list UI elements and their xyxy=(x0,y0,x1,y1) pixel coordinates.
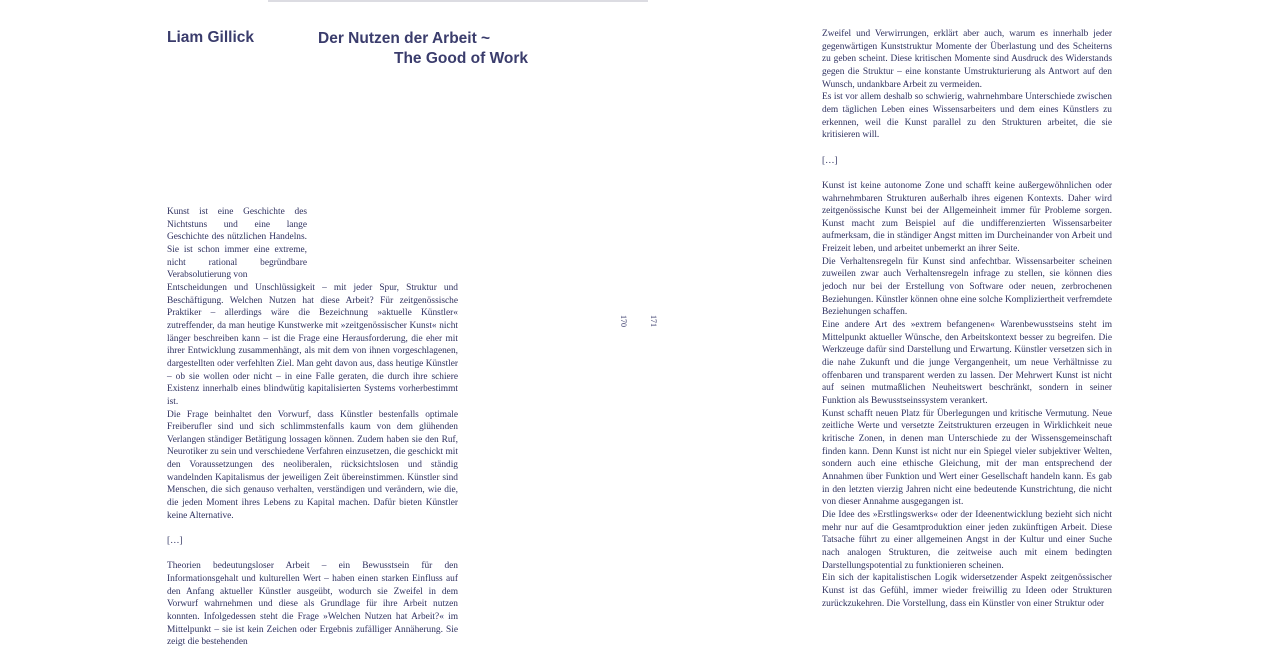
paragraph: Theorien bedeutungsloser Arbeit – ein Bewusstsein für den Informationsgehalt und kulturellen Wert – haben einen starken Einfluss auf den Anfang aktueller Künstler ausgeübt, wodurch sie Zweifel in dem Vorwurf wahrnehmen und diese als Grundlage für ihre Arbeit nutzen konnten. Infolgedessen steht die Frage »Welchen Nutzen hat Arbeit?« im Mittelpunkt – sie ist kein Zeichen oder Ergebnis zufälliger Annäherung. Sie zeigt die bestehenden xyxy=(167,561,458,648)
paragraph: Es ist vor allem deshalb so schwierig, wahrnehmbare Unterschiede zwischen dem täglichen Leben eines Wissensarbeiters und dem eines Künstlers zu erkennen, weil die Kunst parallel zu den Strukturen arbeitet, die sie kritisieren will. xyxy=(822,92,1112,141)
paragraph: Die Frage beinhaltet den Vorwurf, dass Künstler bestenfalls optimale Freiberufler sind und sich schlimmstenfalls kaum von dem glühenden Verlangen ständiger Betätigung lossagen können. Zudem haben sie den Ruf, Neurotiker zu sein und verschiedene Verfahren einzusetzen, die geschickt mit den Voraussetzungen des neoliberalen, rücksichtslosen und ständig wandelnden Kapitalismus der jeweiligen Zeit übereinstimmen. Künstler sind Menschen, die sich genauso verhalten, verständigen und verändern, wie die, die jeden Moment ihres Lebens zu Kapital machen. Dafür bieten Künstler keine Alternative. xyxy=(167,409,458,521)
paragraph: Kunst schafft neuen Platz für Überlegungen und kritische Vermutung. Neue zeitliche Werte und versetzte Zeitstrukturen erzeugen in Wirklichkeit neue kritische Zonen, in denen man Unterschiede zu der Wissensgemeinschaft finden kann. Denn Kunst ist nicht nur ein Spiegel vieler subjektiver Welten, sondern auch eine ethische Gleichung, mit der man entsprechend der Annahmen über Funktion und Wert einer Gesellschaft handeln kann. Es gab in den letzten vierzig Jahren nicht eine bedeutende Kunstrichtung, die nicht von dieser Annahme ausgegangen ist. xyxy=(822,408,1112,508)
paragraph: Zweifel und Verwirrungen, erklärt aber auch, warum es innerhalb jeder gegenwärtigen Kunststruktur Momente der Überlastung und des Scheiterns zu geben scheint. Diese kritischen Momente sind Ausdruck des Widerstands gegen die Struktur – eine konstante Umstrukturierung als Antwort auf den Wunsch, undankbare Arbeit zu vermeiden. xyxy=(822,29,1112,90)
page-number-left: 170 xyxy=(619,315,628,327)
paragraph: Entscheidungen und Unschlüssigkeit – mit jeder Spur, Struktur und Beschäftigung. Welchen Nutzen hat diese Arbeit? Für zeitgenössische Praktiker – allerdings wäre die Bezeichnung »aktuelle Künstler« zutreffender, da man heutige Kunstwerke mit »zeitgenössischer Kunst« nicht länger beschreiben kann – ist die Frage eine Herausforderung, die eher mit ihrer Entwicklung zusammenhängt, als mit dem von ihnen vorgeschlagenen, dargestellten oder verfehlten Ziel. Man geht davon aus, dass heutige Künstler – ob sie wollen oder nicht – in eine Falle geraten, die durch ihre schiere Existenz innerhalb eines blindwütig kapitalisierten Systems vorherbestimmt ist. xyxy=(167,282,458,407)
top-rule xyxy=(268,0,648,2)
ellipsis-marker: […] xyxy=(167,536,183,547)
page-title xyxy=(318,29,528,69)
paragraph: Eine andere Art des »extrem befangenen« Warenbewusstseins steht im Mittelpunkt aktueller Wünsche, den Arbeitskontext besser zu begreifen. Die Werkzeuge dafür sind Darstellung und Erwartung. Künstler versetzen sich in die nahe Zukunft und die junge Vergangenheit, um neue Verhältnisse zu offenbaren und transparent werden zu lassen. Der Mehrwert Kunst ist nicht auf seinen mutmaßlichen Neuheitswert beschränkt, sondern in seiner Funktion als Bewusstseinssystem verankert. xyxy=(822,320,1112,406)
paragraph: Die Verhaltensregeln für Kunst sind anfechtbar. Wissensarbeiter scheinen zuweilen zwar auch Verhaltensregeln infrage zu stellen, sie können dies jedoch nur bei der Erstellung von Software oder neuen, zerbrochenen Beziehungen. Künstler können ohne eine solche Kompliziertheit verfremdete Beziehungen schaffen. xyxy=(822,256,1113,318)
paragraph: Die Idee des »Erstlingswerks« oder der Ideenentwicklung bezieht sich nicht mehr nur auf die Gesamtproduktion einer jeden zukünftigen Arbeit. Diese Tatsache führt zu einer allgemeinen Angst in der Kultur und einer Suche nach analogen Strukturen, die zeitweise auch mit einem bedingten Darstellungspotential zu funktionieren scheinen. xyxy=(822,509,1112,571)
intro-paragraph: Kunst ist eine Geschichte des Nichtstuns und eine lange Geschichte des nützlichen Handelns. Sie ist schon immer eine extreme, nicht rational begründbare Verabsolutierung von xyxy=(167,207,307,281)
paragraph: Ein sich der kapitalistischen Logik widersetzender Aspekt zeitgenössischer Kunst ist das Gefühl, immer wieder freiwillig zu Ideen oder Strukturen zurückzukehren. Die Vorstellung, dass ein Künstler von einer Struktur oder xyxy=(822,573,1112,609)
page-number-right: 171 xyxy=(649,315,658,327)
ellipsis-marker: […] xyxy=(822,155,838,166)
title-line-english: The Good of Work xyxy=(394,50,529,67)
right-text-column xyxy=(822,28,1112,610)
author-name: Liam Gillick xyxy=(167,29,255,46)
paragraph: Kunst ist keine autonome Zone und schafft keine außergewöhnlichen oder wahrnehmbaren Strukturen außerhalb ihres eigenen Kontexts. Daher wird zeitgenössische Kunst bei der Allgemeinheit immer für Probleme sorgen. Kunst macht zum Beispiel auf die undifferenzierten Wissensarbeiter aufmerksam, die in ständiger Angst mitten im Durcheinander von Arbeit und Freizeit leben, und arbeitet unbemerkt an ihrer Seite. xyxy=(822,180,1112,255)
title-line-german: Der Nutzen der Arbeit ~ xyxy=(318,30,491,47)
left-text-column xyxy=(167,206,458,649)
